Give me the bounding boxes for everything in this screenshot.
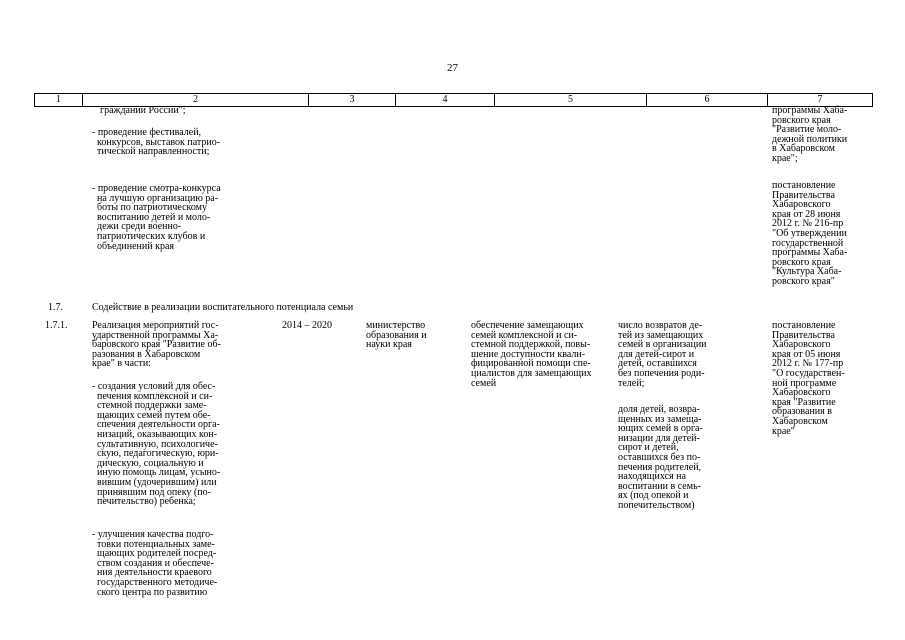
header-col-3: 3 [349, 94, 355, 105]
header-col-6: 6 [704, 94, 710, 105]
row-indicator-share: доля детей, возвра- щенных из замеща- ющих семей в орга- низации для детей- сирот и детей, оставшихся без по- печения родителей, находящихся на воспитании в семь- ях (под опекой и попечительством) [618, 404, 703, 511]
section-number: 1.7. [48, 302, 63, 313]
col7-culture-program: постановление Правительства Хабаровского края от 28 июня 2012 г. № 216-пр "Об утверждении государственной программы Хаба- ровского края "Культура Хаба- ровского края" [772, 180, 848, 287]
page-number: 27 [447, 62, 458, 74]
col2-item-festivals: - проведение фестивалей, конкурсов, выставок патрио- тической направленности; [92, 127, 221, 158]
header-col-4: 4 [442, 94, 448, 105]
row-indicator-returns: число возвратов де- тей из замещающих семей в организации для детей-сирот и детей, оставшихся без попечения роди- телей; [618, 320, 707, 389]
header-col-7: 7 [817, 94, 823, 105]
row-expected-result: обеспечение замещающих семей комплексной и си- стемной поддержкой, повы- шение доступности квали- фицированной помощи спе- циалистов для замещающих семей [471, 320, 592, 389]
col7-youth-policy-program: программы Хаба- ровского края "Развитие моло- дежной политики в Хабаровском крае"; [772, 105, 848, 164]
row-executor: министерство образования и науки края [366, 320, 427, 351]
section-title: Содействие в реализации воспитательного потенциала семьи [92, 302, 354, 313]
row-measure-intro: Реализация мероприятий гос- ударственной программы Ха- баровского края "Развитие об- разования в Хабаровском крае" в части: [92, 320, 221, 370]
row-number: 1.7.1. [45, 320, 68, 331]
col2-continuation: граждании России"; [100, 105, 186, 116]
row-legal-basis: постановление Правительства Хабаровского края от 05 июня 2012 г. № 177-пр "О государствен- ной программе Хабаровского края "Развитие образования в Хабаровском крае" [772, 320, 845, 437]
row-measure-bullet-support: - создания условий для обес- печения комплексной и си- стемной поддержки заме- щающих семей путем обе- спечения деятельности орга- низаций, оказывающих кон- сультативную, психологиче- скую, педагогическую, юри- дическую, социальную и иную помощь лицам, усыно- вившим (удочерившим) или принявшим под опеку (по- печительство) ребенка; [92, 381, 221, 508]
row-measure-bullet-training: - улучшения качества подго- товки потенциальных заме- щающих родителей посред- ством создания и обеспече- ния деятельности краевого государственного методиче- ского центра по развитию [92, 529, 218, 598]
header-col-5: 5 [568, 94, 573, 105]
col2-item-review-contest: - проведение смотра-конкурса на лучшую организацию ра- боты по патриотическому воспитанию детей и моло- дежи среди военно- патриотических клубов и объединений края [92, 183, 221, 252]
row-period: 2014 – 2020 [282, 320, 332, 331]
header-col-2: 2 [193, 94, 198, 105]
header-col-1: 1 [56, 94, 61, 105]
